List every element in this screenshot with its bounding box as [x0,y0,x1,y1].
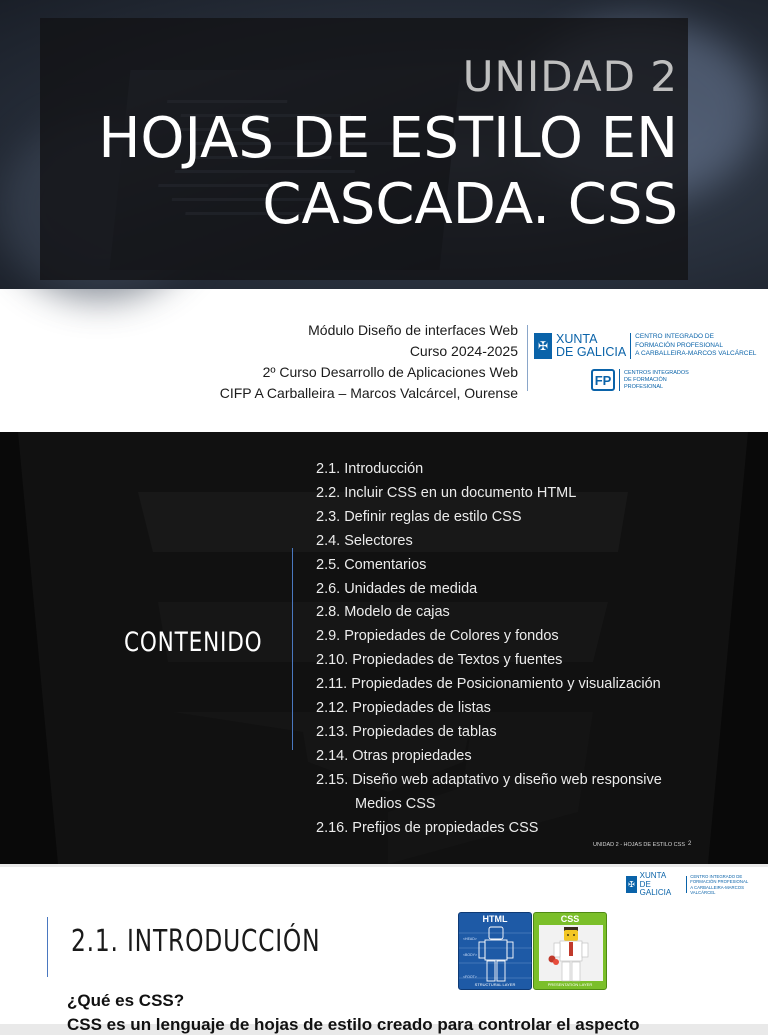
toc-item: 2.8. Modelo de cajas [316,604,450,621]
toc-item: 2.12. Propiedades de listas [316,700,491,717]
table-of-contents [316,458,662,841]
course-info-course: 2º Curso Desarrollo de Aplicaciones Web [262,364,518,380]
fp-caption: CENTROS INTEGRADOS DE FORMACIÓN PROFESIONAL [624,369,689,390]
course-info [220,320,518,404]
lego-css-icon [533,912,607,990]
xunta-logo [534,333,756,359]
fp-badge: FP [591,369,615,391]
xunta-logo-small: ✠ XUNTA DE GALICIA CENTRO INTEGRADO DE FORMACIÓN PROFESIONAL A CARBALLEIRA-MARCOS VALCÁRCEL [626,872,768,898]
unit-title-line-2: CASCADA. CSS [262,172,678,237]
slide-introduction [0,867,768,1034]
intro-body-text: CSS es un lenguaje de hojas de estilo creado para controlar el aspecto [67,1015,640,1034]
slide-footer: UNIDAD 2 - HOJAS DE ESTILO CSS [593,842,685,848]
unit-title-line-1: HOJAS DE ESTILO EN [98,106,678,171]
toc-item: 2.3. Definir reglas de estilo CSS [316,508,522,525]
toc-item: 2.16. Prefijos de propiedades CSS [316,819,539,836]
cifp-name: CENTRO INTEGRADO DE FORMACIÓN PROFESIONAL A CARBALLEIRA-MARCOS VALCÁRCEL [635,333,757,358]
intro-question: ¿Qué es CSS? [67,991,185,1010]
lego-css-caption: PRESENTATION LAYER [547,982,593,987]
xunta-flag-icon: ✠ [626,876,637,893]
fp-logo-icon [591,369,689,391]
hero-background-photo [0,0,768,289]
toc-item-continuation: Medios CSS [355,795,436,812]
section-accent-line [47,917,48,977]
toc-item: 2.4. Selectores [316,532,413,549]
toc-item: 2.9. Propiedades de Colores y fondos [316,628,559,645]
toc-item: 2.5. Comentarios [316,556,427,573]
unit-title [98,106,678,238]
toc-item: 2.11. Propiedades de Posicionamiento y visualización [316,676,661,693]
xunta-flag-icon: ✠ [534,333,552,359]
info-divider [527,325,528,391]
toc-item: 2.10. Propiedades de Textos y fuentes [316,652,563,669]
title-box [40,18,688,280]
toc-item: 2.14. Otras propiedades [316,747,472,764]
toc-item: 2.1. Introducción [316,461,424,477]
course-info-module: Módulo Diseño de interfaces Web [308,322,518,338]
toc-item: 2.6. Unidades de medida [316,580,478,597]
lego-html-caption: STRUCTURAL LAYER [474,982,516,987]
contents-divider [292,548,293,750]
unit-kicker: UNIDAD 2 [462,52,678,101]
cifp-name-small: CENTRO INTEGRADO DE FORMACIÓN PROFESIONAL A CARBALLEIRA-MARCOS VALCÁRCEL [690,873,749,896]
xunta-name-line-2: DE GALICIA [556,345,627,359]
toc-item: 2.15. Diseño web adaptativo y diseño web responsive [316,771,662,788]
toc-item: 2.2. Incluir CSS en un documento HTML [316,484,577,501]
contents-heading: CONTENIDO [124,627,263,658]
lego-css-label: CSS [560,914,580,924]
lego-html-icon: HTML <HEAD> <BODY> <FOOT> STRUCTURAL LAYER [458,912,532,990]
xunta-name-line-1: XUNTA [556,332,598,346]
lego-html-label: HTML [482,914,508,924]
course-info-year: Curso 2024-2025 [409,343,518,359]
slide-contents [0,432,768,864]
section-heading: 2.1. INTRODUCCIÓN [71,924,321,959]
toc-item: 2.13. Propiedades de tablas [316,723,497,740]
course-info-center: CIFP A Carballeira – Marcos Valcárcel, Ourense [219,385,518,401]
slide-title [0,0,768,432]
slide-page-number: 2 [688,841,692,847]
